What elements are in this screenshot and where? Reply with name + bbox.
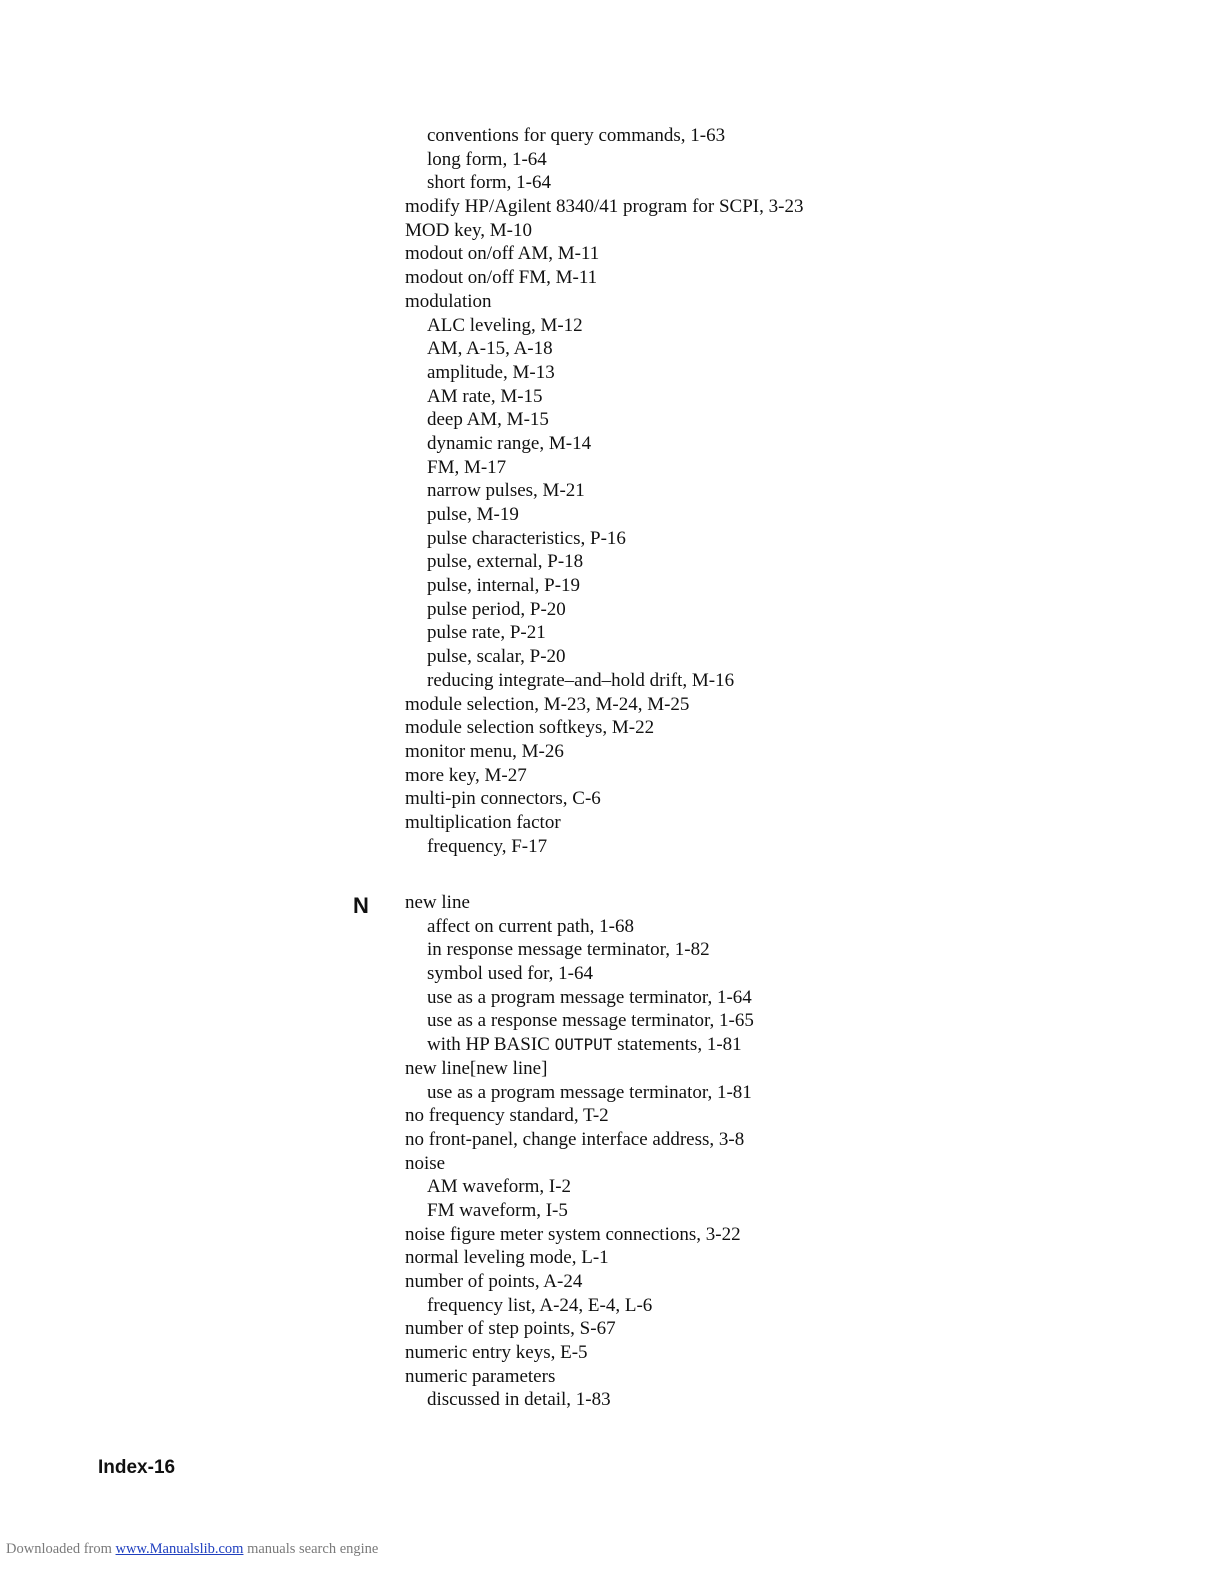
footer-suffix: manuals search engine: [243, 1541, 379, 1557]
index-entry: modulation: [405, 290, 492, 312]
index-letter-heading: N: [353, 893, 369, 918]
index-subentry: affect on current path, 1-68: [427, 915, 634, 937]
index-subentry: reducing integrate–and–hold drift, M-16: [427, 669, 735, 691]
index-subentry: AM, A-15, A-18: [427, 338, 553, 360]
index-entry: new line: [405, 892, 470, 913]
index-entry: modout on/off FM, M-11: [405, 267, 598, 289]
index-subentry: pulse characteristics, P-16: [427, 527, 626, 549]
index-subentry: ALC leveling, M-12: [427, 314, 583, 336]
index-subentry: FM waveform, I-5: [427, 1199, 568, 1221]
index-subentry: pulse, scalar, P-20: [427, 646, 566, 668]
index-subentry: in response message terminator, 1-82: [427, 939, 710, 961]
index-subentry: use as a program message terminator, 1-64: [427, 986, 752, 1008]
index-entry: multiplication factor: [405, 811, 561, 833]
index-entry: normal leveling mode, L-1: [405, 1247, 609, 1269]
index-entry: no front-panel, change interface address, 3-8: [405, 1128, 745, 1150]
index-entry: MOD key, M-10: [405, 219, 533, 241]
download-footer: [6, 1541, 378, 1558]
index-subentry: short form, 1-64: [427, 172, 552, 194]
index-entry: more key, M-27: [405, 764, 527, 786]
index-subentry: AM rate, M-15: [427, 385, 543, 407]
index-subentry: long form, 1-64: [427, 148, 547, 170]
index-subentry: pulse rate, P-21: [427, 622, 546, 644]
index-entry: monitor menu, M-26: [405, 740, 564, 762]
index-subentry: frequency list, A-24, E-4, L-6: [427, 1294, 653, 1316]
index-entry: new line[new line]: [405, 1057, 548, 1079]
index-entry: numeric entry keys, E-5: [405, 1342, 588, 1364]
index-subentry: symbol used for, 1-64: [427, 963, 593, 985]
index-entry: numeric parameters: [405, 1365, 556, 1387]
footer-prefix: Downloaded from: [6, 1541, 116, 1557]
index-entry: noise figure meter system connections, 3-22: [405, 1223, 741, 1245]
index-entry: number of points, A-24: [405, 1271, 583, 1292]
index-subentry: FM, M-17: [427, 456, 507, 478]
index-entry: modify HP/Agilent 8340/41 program for SCPI, 3-23: [405, 196, 804, 218]
index-entry: modout on/off AM, M-11: [405, 243, 600, 265]
entry-text-after: statements, 1-81: [612, 1034, 742, 1056]
index-entry: noise: [405, 1152, 446, 1174]
index-entry: multi-pin connectors, C-6: [405, 788, 601, 810]
index-entry: module selection, M-23, M-24, M-25: [405, 693, 690, 715]
index-subentry: frequency, F-17: [427, 835, 548, 857]
index-section-n: [405, 891, 1105, 1412]
entry-code-keyword: OUTPUT: [554, 1035, 613, 1055]
entry-text: with HP BASIC: [427, 1034, 555, 1056]
index-subentry: dynamic range, M-14: [427, 432, 592, 454]
index-subentry: [405, 1033, 1105, 1057]
index-entry: number of step points, S-67: [405, 1318, 616, 1340]
index-entry: module selection softkeys, M-22: [405, 717, 655, 739]
page-number-label: Index-16: [98, 1457, 176, 1478]
manualslib-link[interactable]: www.Manualslib.com: [115, 1541, 244, 1557]
index-subentry: amplitude, M-13: [427, 361, 555, 383]
index-subentry: AM waveform, I-2: [427, 1176, 572, 1198]
index-subentry: pulse period, P-20: [427, 598, 566, 620]
index-subentry: narrow pulses, M-21: [427, 480, 585, 502]
index-subentry: conventions for query commands, 1-63: [427, 125, 726, 146]
index-subentry: deep AM, M-15: [427, 409, 549, 431]
index-subentry: use as a program message terminator, 1-81: [427, 1081, 752, 1103]
index-subentry: discussed in detail, 1-83: [427, 1389, 611, 1411]
index-entry: no frequency standard, T-2: [405, 1105, 609, 1127]
index-subentry: pulse, external, P-18: [427, 551, 584, 573]
index-subentry: pulse, internal, P-19: [427, 575, 581, 597]
index-subentry: pulse, M-19: [427, 504, 519, 525]
index-section-m: [405, 124, 1105, 858]
index-subentry: use as a response message terminator, 1-65: [427, 1010, 754, 1032]
